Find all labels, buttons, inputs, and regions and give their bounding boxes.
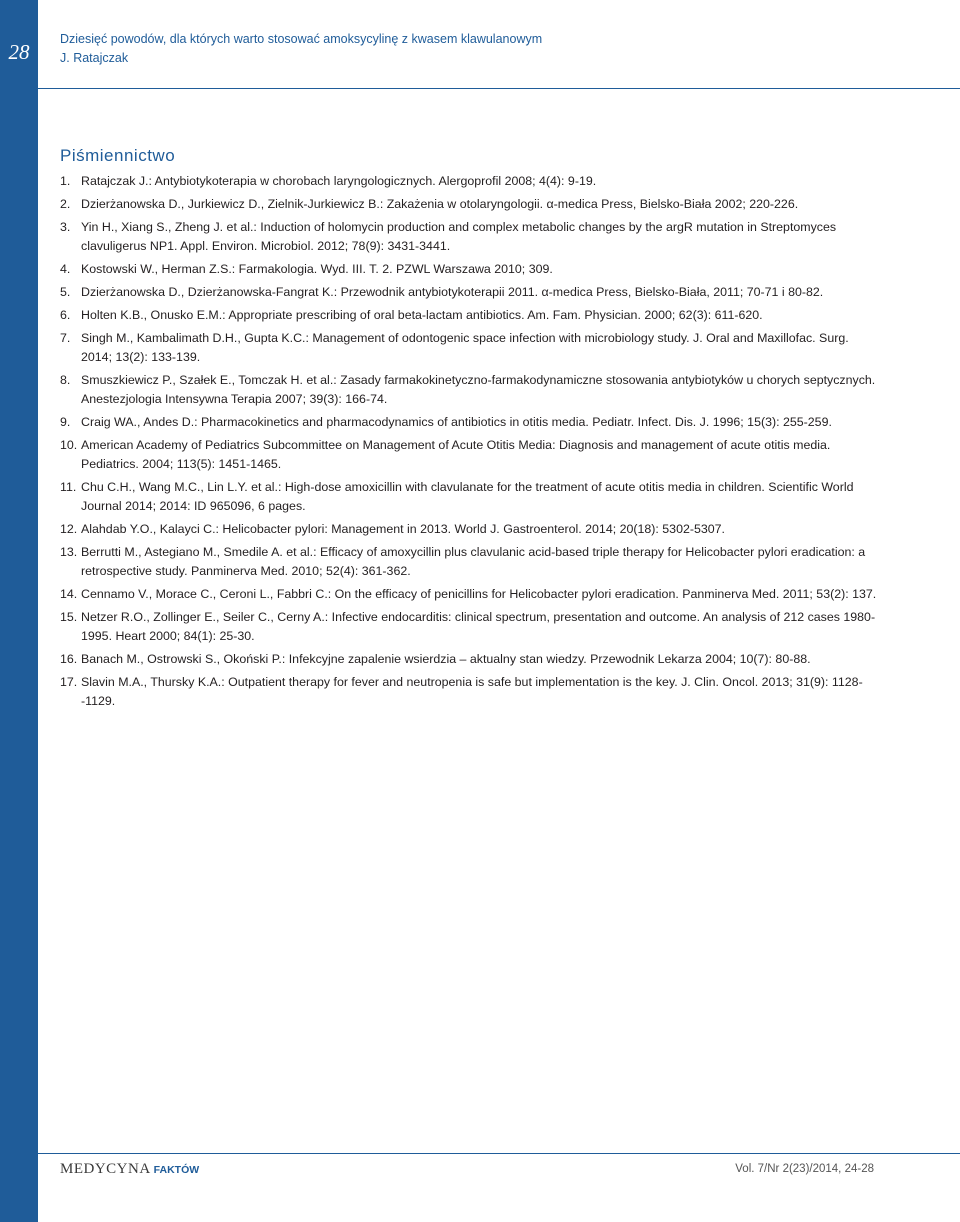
- reference-text: Banach M., Ostrowski S., Okoński P.: Infekcyjne zapalenie wsierdzia – aktualny stan wiedzy. Przewodnik Lekarza 2004; 10(7): 80-88.: [81, 652, 811, 666]
- reference-number: 2.: [60, 197, 71, 211]
- page-sidebar: [0, 0, 38, 1222]
- running-title: Dziesięć powodów, dla których warto stosować amoksycylinę z kwasem klawulanowym: [60, 32, 543, 46]
- reference-text: Yin H., Xiang S., Zheng J. et al.: Induction of holomycin production and complex metabolic changes by the argR mutation in Streptomyces clavuligerus NP1. Appl. Environ. Microbiol. 2012; 78(9): 3431-3441.: [81, 220, 837, 253]
- reference-number: 7.: [60, 331, 71, 345]
- reference-text: Smuszkiewicz P., Szałek E., Tomczak H. et al.: Zasady farmakokinetyczno-farmakodynamiczne stosowania antybiotyków u chorych septycznych. Anestezjologia Intensywna Terapia 2007; 39(3): 166-74.: [81, 373, 876, 406]
- reference-item: [60, 478, 878, 516]
- reference-item: [60, 218, 878, 256]
- reference-number: 6.: [60, 308, 71, 322]
- volume-info: Vol. 7/Nr 2(23)/2014, 24-28: [735, 1163, 874, 1175]
- reference-text: Netzer R.O., Zollinger E., Seiler C., Cerny A.: Infective endocarditis: clinical spectrum, presentation and outcome. An analysis of 212 cases 1980-1995. Heart 2000; 84(1): 25-30.: [81, 610, 876, 643]
- footer-divider: [38, 1153, 960, 1154]
- reference-item: [60, 585, 878, 604]
- reference-item: [60, 306, 878, 325]
- reference-number: 15.: [60, 610, 78, 624]
- reference-text: Holten K.B., Onusko E.M.: Appropriate prescribing of oral beta-lactam antibiotics. Am. Fam. Physician. 2000; 62(3): 611-620.: [81, 308, 763, 322]
- reference-item: [60, 172, 878, 191]
- journal-logo: [60, 1160, 199, 1178]
- section-title: Piśmiennictwo: [60, 146, 176, 165]
- reference-text: American Academy of Pediatrics Subcommittee on Management of Acute Otitis Media: Diagnosis and management of acute otitis media. Pediatrics. 2004; 113(5): 1451-1465.: [81, 438, 831, 471]
- reference-text: Cennamo V., Morace C., Ceroni L., Fabbri C.: On the efficacy of penicillins for Helicobacter pylori eradication. Panminerva Med. 2011; 53(2): 137.: [81, 587, 877, 601]
- reference-text: Singh M., Kambalimath D.H., Gupta K.C.: Management of odontogenic space infection with microbiology study. J. Oral and Maxillofac. Surg. 2014; 13(2): 133-139.: [81, 331, 849, 364]
- reference-item: [60, 329, 878, 367]
- header-divider: [38, 88, 960, 89]
- reference-item: [60, 608, 878, 646]
- reference-item: [60, 283, 878, 302]
- reference-text: Alahdab Y.O., Kalayci C.: Helicobacter pylori: Management in 2013. World J. Gastroenterol. 2014; 20(18): 5302-5307.: [81, 522, 725, 536]
- reference-number: 5.: [60, 285, 71, 299]
- reference-item: [60, 650, 878, 669]
- logo-sub-text: FAKTÓW: [153, 1164, 200, 1176]
- reference-text: Kostowski W., Herman Z.S.: Farmakologia. Wyd. III. T. 2. PZWL Warszawa 2010; 309.: [81, 262, 553, 276]
- reference-number: 9.: [60, 415, 71, 429]
- reference-item: [60, 436, 878, 474]
- reference-number: 8.: [60, 373, 71, 387]
- reference-item: [60, 543, 878, 581]
- reference-text: Slavin M.A., Thursky K.A.: Outpatient therapy for fever and neutropenia is safe but implementation is the key. J. Clin. Oncol. 2013; 31(9): 1128--1129.: [81, 675, 863, 708]
- reference-item: [60, 195, 878, 214]
- reference-text: Ratajczak J.: Antybiotykoterapia w chorobach laryngologicznych. Alergoprofil 2008; 4(4): 9-19.: [81, 174, 597, 188]
- reference-text: Dzierżanowska D., Jurkiewicz D., Zielnik-Jurkiewicz B.: Zakażenia w otolaryngologii. α-medica Press, Bielsko-Biała 2002; 220-226.: [81, 197, 799, 211]
- reference-number: 10.: [60, 438, 78, 452]
- reference-number: 1.: [60, 174, 71, 188]
- running-header: [60, 30, 542, 68]
- running-author: J. Ratajczak: [60, 51, 129, 65]
- reference-number: 13.: [60, 545, 78, 559]
- reference-number: 4.: [60, 262, 71, 276]
- reference-number: 16.: [60, 652, 78, 666]
- reference-item: [60, 260, 878, 279]
- reference-number: 11.: [60, 480, 77, 494]
- reference-number: 14.: [60, 587, 78, 601]
- reference-item: [60, 520, 878, 539]
- reference-list: [60, 172, 878, 715]
- reference-item: [60, 673, 878, 711]
- reference-number: 3.: [60, 220, 71, 234]
- reference-text: Berrutti M., Astegiano M., Smedile A. et al.: Efficacy of amoxycillin plus clavulanic acid-based triple therapy for Helicobacter pylori eradication: a retrospective study. Panminerva Med. 2010; 52(4): 361-362.: [81, 545, 866, 578]
- reference-number: 17.: [60, 675, 78, 689]
- reference-text: Chu C.H., Wang M.C., Lin L.Y. et al.: High-dose amoxicillin with clavulanate for the treatment of acute otitis media in children. Scientific World Journal 2014; 2014: ID 965096, 6 pages.: [81, 480, 854, 513]
- logo-main-text: MEDYCYNA: [60, 1161, 151, 1177]
- reference-item: [60, 371, 878, 409]
- reference-number: 12.: [60, 522, 78, 536]
- page-number: 28: [8, 40, 30, 64]
- reference-item: [60, 413, 878, 432]
- reference-text: Dzierżanowska D., Dzierżanowska-Fangrat K.: Przewodnik antybiotykoterapii 2011. α-medica Press, Bielsko-Biała, 2011; 70-71 i 80-82.: [81, 285, 824, 299]
- reference-text: Craig WA., Andes D.: Pharmacokinetics and pharmacodynamics of antibiotics in otitis media. Pediatr. Infect. Dis. J. 1996; 15(3): 255-259.: [81, 415, 832, 429]
